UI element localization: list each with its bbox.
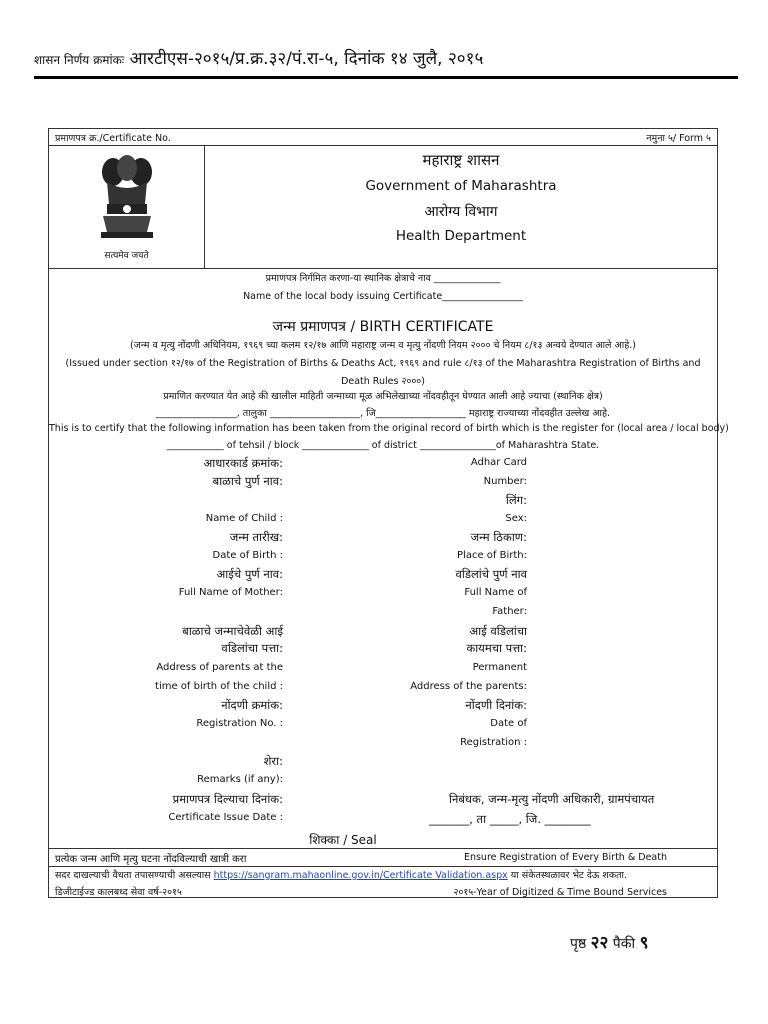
certify-marathi-line2: _________________, तालुका ___________________, जि___________________ महाराष्ट्र राज्याच्या नोंदवहीत उल्लेख आहे. <box>155 408 611 419</box>
registration-no-label-english: Registration No. : <box>196 718 283 729</box>
registrar-title: निबंधक, जन्म-मृत्यु नोंदणी अधिकारी, ग्रामपंचायत <box>449 792 655 806</box>
certificate-number-row <box>49 129 717 146</box>
registrar-place: _______, ता _____, जि. ________ <box>429 812 591 826</box>
issued-under-english-line1: (Issued under section १२/१७ of the Registration of Births & Deaths Act, १९६९ and rule ८/१३ of the Maharashtra Registration of Births and <box>65 358 701 369</box>
registration-no-label-marathi: नोंदणी क्रमांक: <box>221 698 283 712</box>
aadhar-label-marathi: आधारकार्ड क्रमांक: <box>203 456 283 470</box>
parents-address-label-marathi-1: बाळाचे जन्माचेवेळी आई <box>182 624 283 638</box>
issue-date-label-english: Certificate Issue Date : <box>168 812 283 823</box>
remarks-label-english: Remarks (if any): <box>197 774 283 785</box>
digitized-marathi: डिजीटाईज्ड कालबध्द सेवा वर्ष-२०१५ <box>55 887 182 898</box>
resolution-number: आरटीएस-२०१५/प्र.क्र.३२/पं.रा-५, दिनांक १४ जुलै, २०१५ <box>129 49 484 69</box>
parents-address-label-english-2: time of birth of the child : <box>155 681 283 692</box>
form-number-label: नमुना ५/ Form ५ <box>646 133 711 144</box>
resolution-label: शासन निर्णय क्रमांकः <box>34 53 125 67</box>
dob-label-marathi: जन्म तारीख: <box>229 530 283 544</box>
father-name-label-marathi: वडिलांचे पुर्ण नाव <box>455 567 527 581</box>
ensure-registration-marathi: प्रत्येक जन्म आणि मृत्यु घटना नोंदविल्याची खात्री करा <box>55 854 247 865</box>
ensure-registration-english: Ensure Registration of Every Birth & Death <box>463 852 667 863</box>
issued-under-english-line2: Death Rules २०००) <box>341 376 425 387</box>
issue-date-label-marathi: प्रमाणपत्र दिल्याचा दिनांक: <box>172 792 283 806</box>
issued-under-marathi: (जन्म व मृत्यु नोंदणी अधिनियम, १९६९ च्या कलम १२/१७ आणि महाराष्ट्र जन्म व मृत्यु नोंदणी नियम २००० चे नियम ८/१३ अन्वये देण्यात आले आहे.) <box>130 340 636 351</box>
certify-marathi-line1: प्रमाणित करण्यात येत आहे की खालील माहिती जन्माच्या मूळ अभिलेखाच्या नोंदवहीतून घेण्यात आली आहे ज्याचा (स्थानिक क्षेत्र) <box>163 391 603 402</box>
child-name-label-marathi: बाळाचे पुर्ण नाव: <box>212 474 283 488</box>
government-title-marathi: महाराष्ट्र शासन <box>422 151 500 169</box>
verify-text-post: या संकेतस्थळावर भेट देऊ शकता. <box>510 870 628 881</box>
place-of-birth-label-marathi: जन्म ठिकाण: <box>470 530 527 544</box>
father-name-label-english-1: Full Name of <box>464 587 527 598</box>
page-of-label: पैकी <box>612 936 636 952</box>
page-label: पृष्ठ <box>570 936 587 952</box>
emblem-motto: सत्यमेव जयते <box>104 251 149 261</box>
local-body-marathi: प्रमाणपत्र निर्गमित करणा-या स्थानिक क्षेत्राचे नाव ______________ <box>265 273 501 284</box>
certificate-heading: जन्म प्रमाणपत्र / BIRTH CERTIFICATE <box>272 319 494 335</box>
local-body-english: Name of the local body issuing Certificate_________________ <box>243 291 523 302</box>
header-rule <box>34 76 738 79</box>
verify-line <box>55 868 627 881</box>
birth-certificate-form <box>48 128 729 898</box>
child-name-label-english: Name of Child : <box>205 513 283 524</box>
place-of-birth-label-english: Place of Birth: <box>457 550 527 561</box>
dob-label-english: Date of Birth : <box>212 550 283 561</box>
footer-divider <box>49 848 717 849</box>
registration-date-label-marathi: नोंदणी दिनांक: <box>465 698 527 712</box>
sex-label-english: Sex: <box>505 513 527 524</box>
page-current: २२ <box>590 933 609 953</box>
registration-date-label-english-2: Registration : <box>460 737 527 748</box>
certify-english-line1: This is to certify that the following information has been taken from the original record of birth which is the register for (local area / local body) <box>49 423 729 434</box>
digitized-english: २०१५-Year of Digitized & Time Bound Services <box>453 887 667 898</box>
resolution-header <box>34 46 734 69</box>
page-number <box>570 930 648 953</box>
page-total: ९ <box>639 933 649 953</box>
mother-name-label-marathi: आईचे पुर्ण नाव: <box>216 567 283 581</box>
permanent-address-label-english-1: Permanent <box>472 662 527 673</box>
aadhar-label-english-1: Adhar Card <box>470 457 527 468</box>
mother-name-label-english: Full Name of Mother: <box>178 587 283 598</box>
parents-address-label-marathi-2: वडिलांचा पत्ता: <box>221 641 283 655</box>
government-title-english: Government of Maharashtra <box>365 178 557 194</box>
permanent-address-label-marathi-2: कायमचा पत्ता: <box>466 641 527 655</box>
title-box <box>205 146 717 269</box>
remarks-label-marathi: शेरा: <box>263 754 283 768</box>
certificate-number-label: प्रमाणपत्र क्र./Certificate No. <box>55 133 171 144</box>
department-title-english: Health Department <box>395 228 527 244</box>
footer-divider-2 <box>49 866 717 867</box>
seal-label: शिक्का / Seal <box>309 833 377 847</box>
permanent-address-label-marathi-1: आई वडिलांचा <box>469 624 527 638</box>
registration-date-label-english-1: Date of <box>490 718 527 729</box>
department-title-marathi: आरोग्य विभाग <box>424 204 498 220</box>
verify-text-pre: सदर दाखल्याची वैधता तपासण्याची असल्यास <box>55 870 211 881</box>
permanent-address-label-english-2: Address of the parents: <box>410 681 527 692</box>
ashoka-emblem-icon <box>93 152 161 248</box>
parents-address-label-english-1: Address of parents at the <box>156 662 283 673</box>
verify-link[interactable]: https://sangram.mahaonline.gov.in/Certificate Validation.aspx <box>213 870 508 881</box>
father-name-label-english-2: Father: <box>492 606 527 617</box>
aadhar-label-english-2: Number: <box>483 476 527 487</box>
certify-english-line2: ____________ of tehsil / block ______________ of district ________________of Maharashtra State. <box>166 440 600 451</box>
sex-label-marathi: लिंग: <box>505 493 527 507</box>
emblem-box <box>49 146 205 269</box>
